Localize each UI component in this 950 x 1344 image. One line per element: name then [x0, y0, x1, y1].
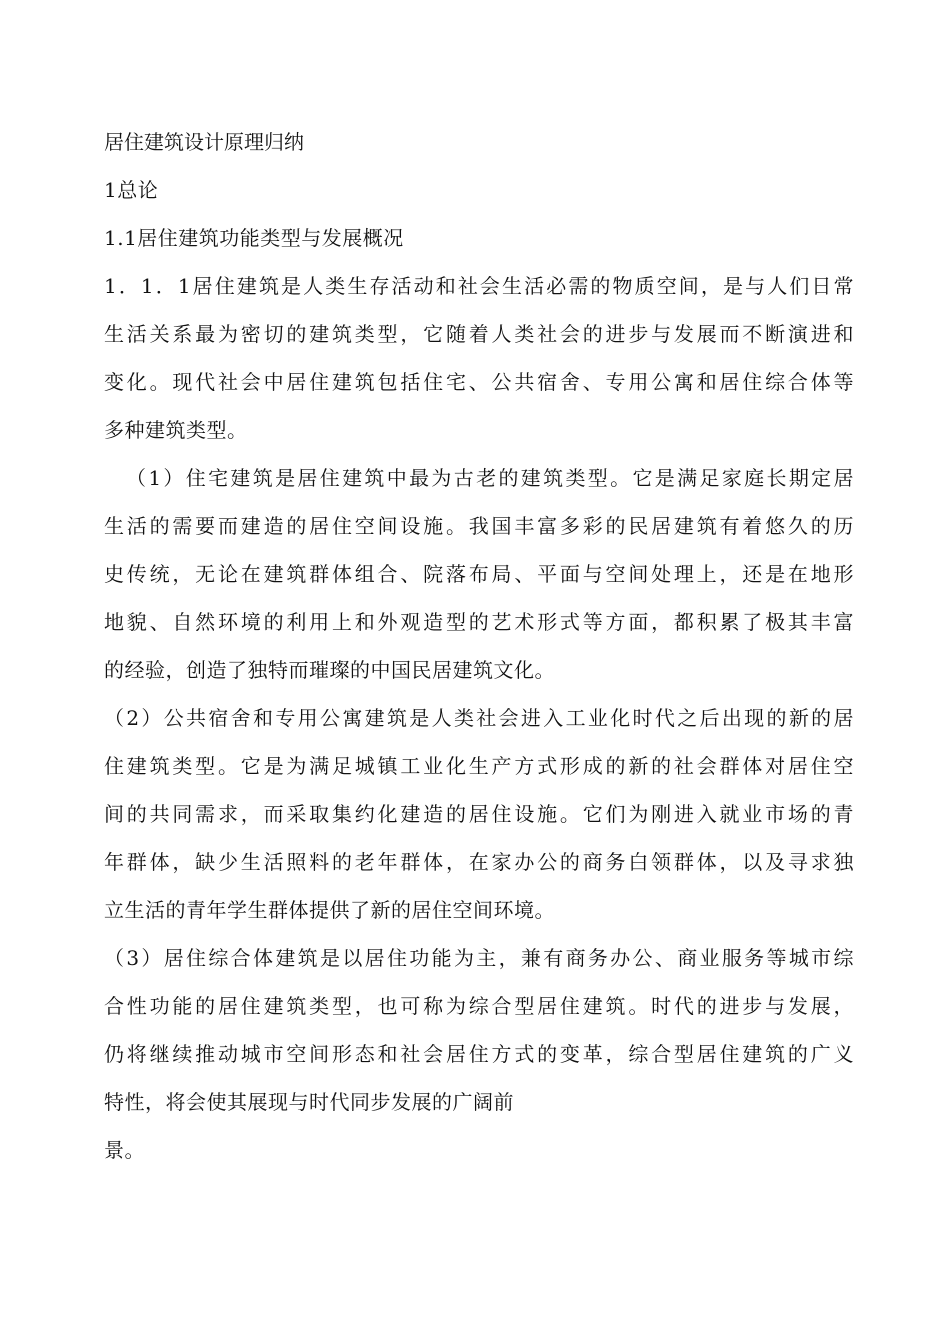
paragraph-line: （2）公共宿舍和专用公寓建筑是人类社会进入工业化时代之后出现的新的居 [104, 706, 854, 730]
paragraph-line: 多种建筑类型。 [104, 418, 248, 442]
paragraph-line: 变化。现代社会中居住建筑包括住宅、公共宿舍、专用公寓和居住综合体等 [104, 370, 854, 394]
paragraph-line: （3）居住综合体建筑是以居住功能为主，兼有商务办公、商业服务等城市综 [104, 946, 854, 970]
paragraph-line: （1）住宅建筑是居住建筑中最为古老的建筑类型。它是满足家庭长期定居 [126, 466, 854, 490]
paragraph-line: 立生活的青年学生群体提供了新的居住空间环境。 [104, 898, 555, 922]
heading-1: 1总论 [104, 178, 159, 202]
paragraph-2 [104, 454, 854, 694]
paragraph-line: 生活的需要而建造的居住空间设施。我国丰富多彩的民居建筑有着悠久的历 [104, 514, 854, 538]
paragraph-line: 间的共同需求，而采取集约化建造的居住设施。它们为刚进入就业市场的青 [104, 802, 854, 826]
paragraph-line: 住建筑类型。它是为满足城镇工业化生产方式形成的新的社会群体对居住空 [104, 754, 854, 778]
document-title: 居住建筑设计原理归纳 [104, 130, 304, 154]
paragraph-line: 史传统，无论在建筑群体组合、院落布局、平面与空间处理上，还是在地形 [104, 562, 854, 586]
heading-1-1: 1.1居住建筑功能类型与发展概况 [104, 226, 404, 250]
paragraph-line: 景。 [104, 1138, 145, 1162]
paragraph-3 [104, 694, 854, 934]
paragraph-line: 地貌、自然环境的利用上和外观造型的艺术形式等方面，都积累了极其丰富 [104, 610, 854, 634]
paragraph-line: 生活关系最为密切的建筑类型，它随着人类社会的进步与发展而不断演进和 [104, 322, 854, 346]
paragraph-line: 年群体，缺少生活照料的老年群体，在家办公的商务白领群体，以及寻求独 [104, 850, 854, 874]
paragraph-line: 特性，将会使其展现与时代同步发展的广阔前 [104, 1090, 514, 1114]
paragraph-4 [104, 934, 854, 1174]
paragraph-1 [104, 262, 854, 454]
paragraph-line: 1．1．1居住建筑是人类生存活动和社会生活必需的物质空间，是与人们日常 [104, 274, 854, 298]
paragraph-line: 合性功能的居住建筑类型，也可称为综合型居住建筑。时代的进步与发展， [104, 994, 854, 1018]
paragraph-line: 的经验，创造了独特而璀璨的中国民居建筑文化。 [104, 658, 555, 682]
paragraph-line: 仍将继续推动城市空间形态和社会居住方式的变革，综合型居住建筑的广义 [104, 1042, 854, 1066]
